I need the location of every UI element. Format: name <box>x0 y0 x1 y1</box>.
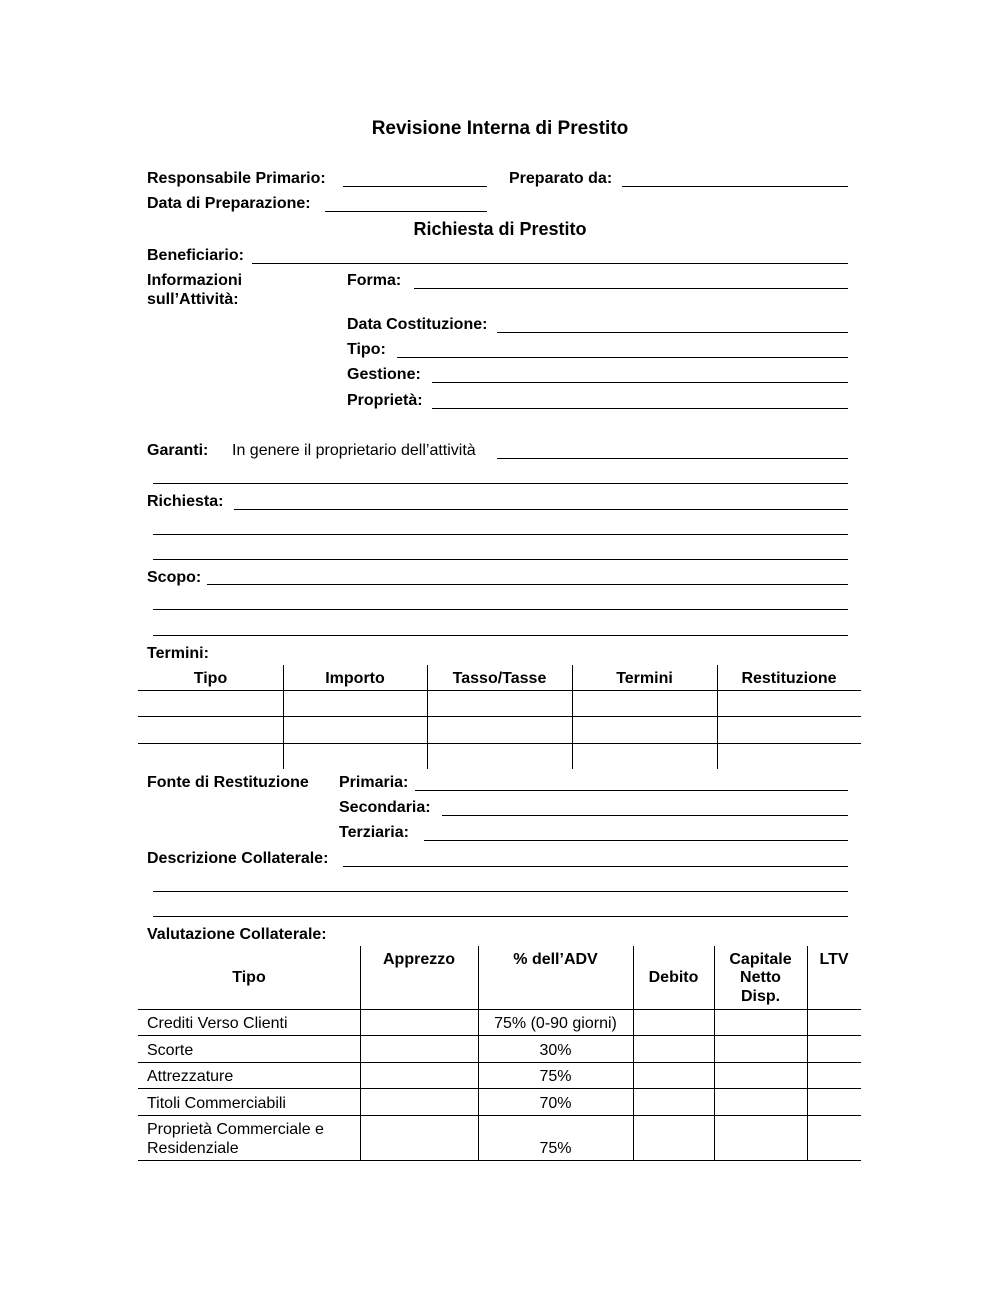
page-title: Revisione Interna di Prestito <box>371 118 629 139</box>
val-rule <box>138 1160 861 1161</box>
val-header-capitale-3: Disp. <box>740 988 781 1005</box>
garanti-note: In genere il proprietario dell’attività <box>232 442 476 459</box>
scopo-field[interactable] <box>207 584 848 585</box>
scopo-field-2[interactable] <box>153 609 848 610</box>
val-row-adv: 75% (0-90 giorni) <box>494 1015 617 1032</box>
val-rule <box>138 1115 861 1116</box>
garanti-label: Garanti: <box>147 442 209 459</box>
responsabile-label: Responsabile Primario: <box>147 170 326 187</box>
tipo-field[interactable] <box>397 357 848 358</box>
termini-col-divider <box>427 665 428 769</box>
val-row-adv: 75% <box>539 1068 572 1085</box>
primaria-label: Primaria: <box>339 774 409 791</box>
preparato-label: Preparato da: <box>509 170 613 187</box>
fonte-label: Fonte di Restituzione <box>147 774 309 791</box>
info-label-1: Informazioni <box>147 272 243 289</box>
val-col-divider <box>807 946 808 1161</box>
val-rule <box>138 1088 861 1089</box>
val-header-capitale-2: Netto <box>740 969 781 986</box>
scopo-field-3[interactable] <box>153 635 848 636</box>
garanti-field-2[interactable] <box>153 483 848 484</box>
val-header-debito: Debito <box>648 969 699 986</box>
section-title-request: Richiesta di Prestito <box>413 219 587 239</box>
tipo-label: Tipo: <box>347 341 386 358</box>
gestione-label: Gestione: <box>347 366 421 383</box>
secondaria-label: Secondaria: <box>339 799 431 816</box>
val-header-apprezzo: Apprezzo <box>383 951 455 968</box>
termini-header-importo: Importo <box>325 670 385 687</box>
val-col-divider <box>360 946 361 1161</box>
descrizione-collaterale-label: Descrizione Collaterale: <box>147 850 329 867</box>
proprieta-field[interactable] <box>432 408 848 409</box>
val-rule <box>138 1009 861 1010</box>
termini-col-divider <box>572 665 573 769</box>
gestione-field[interactable] <box>432 382 848 383</box>
termini-header-tasso: Tasso/Tasse <box>452 670 547 687</box>
termini-col-divider <box>283 665 284 769</box>
beneficiario-field[interactable] <box>252 263 848 264</box>
val-row-tipo: Attrezzature <box>147 1068 234 1085</box>
richiesta-field[interactable] <box>234 509 848 510</box>
termini-label: Termini: <box>147 645 209 662</box>
scopo-label: Scopo: <box>147 569 202 586</box>
beneficiario-label: Beneficiario: <box>147 247 244 264</box>
descrizione-collaterale-field-2[interactable] <box>153 891 848 892</box>
descrizione-collaterale-field[interactable] <box>343 866 848 867</box>
termini-header-tipo: Tipo <box>193 670 228 687</box>
val-row-tipo: Scorte <box>147 1042 194 1059</box>
val-row-tipo: Crediti Verso Clienti <box>147 1015 288 1032</box>
data-prep-label: Data di Preparazione: <box>147 195 311 212</box>
descrizione-collaterale-field-3[interactable] <box>153 916 848 917</box>
data-costituzione-label: Data Costituzione: <box>347 316 488 333</box>
data-prep-field[interactable] <box>325 211 487 212</box>
val-header-ltv: LTV <box>819 951 849 968</box>
val-header-capitale-1: Capitale <box>729 951 792 968</box>
richiesta-field-2[interactable] <box>153 534 848 535</box>
preparato-field[interactable] <box>622 186 848 187</box>
termini-header-restituzione: Restituzione <box>741 670 837 687</box>
proprieta-label: Proprietà: <box>347 392 423 409</box>
terziaria-field[interactable] <box>424 840 848 841</box>
garanti-field[interactable] <box>497 458 848 459</box>
val-col-divider <box>714 946 715 1161</box>
termini-col-divider <box>717 665 718 769</box>
termini-row-rule <box>138 716 861 717</box>
val-header-adv: % dell’ADV <box>513 951 598 968</box>
termini-header-termini: Termini <box>616 670 673 687</box>
forma-label: Forma: <box>347 272 402 289</box>
richiesta-label: Richiesta: <box>147 493 224 510</box>
val-row-tipo-line1: Proprietà Commerciale e <box>147 1121 324 1138</box>
termini-header-rule <box>138 690 861 691</box>
valutazione-label: Valutazione Collaterale: <box>147 926 327 943</box>
val-header-tipo: Tipo <box>232 969 266 986</box>
val-col-divider <box>633 946 634 1161</box>
val-row-adv: 30% <box>539 1042 572 1059</box>
val-row-tipo: Titoli Commerciabili <box>147 1095 286 1112</box>
forma-field[interactable] <box>414 288 848 289</box>
val-rule <box>138 1035 861 1036</box>
terziaria-label: Terziaria: <box>339 824 409 841</box>
termini-row-rule <box>138 743 861 744</box>
val-row-tipo-line2: Residenziale <box>147 1140 239 1157</box>
val-row-adv: 70% <box>539 1095 572 1112</box>
primaria-field[interactable] <box>415 790 848 791</box>
data-costituzione-field[interactable] <box>497 332 848 333</box>
secondaria-field[interactable] <box>442 815 848 816</box>
val-rule <box>138 1062 861 1063</box>
info-label-2: sull’Attività: <box>147 291 239 308</box>
val-row-adv: 75% <box>539 1140 572 1157</box>
responsabile-field[interactable] <box>343 186 487 187</box>
richiesta-field-3[interactable] <box>153 559 848 560</box>
